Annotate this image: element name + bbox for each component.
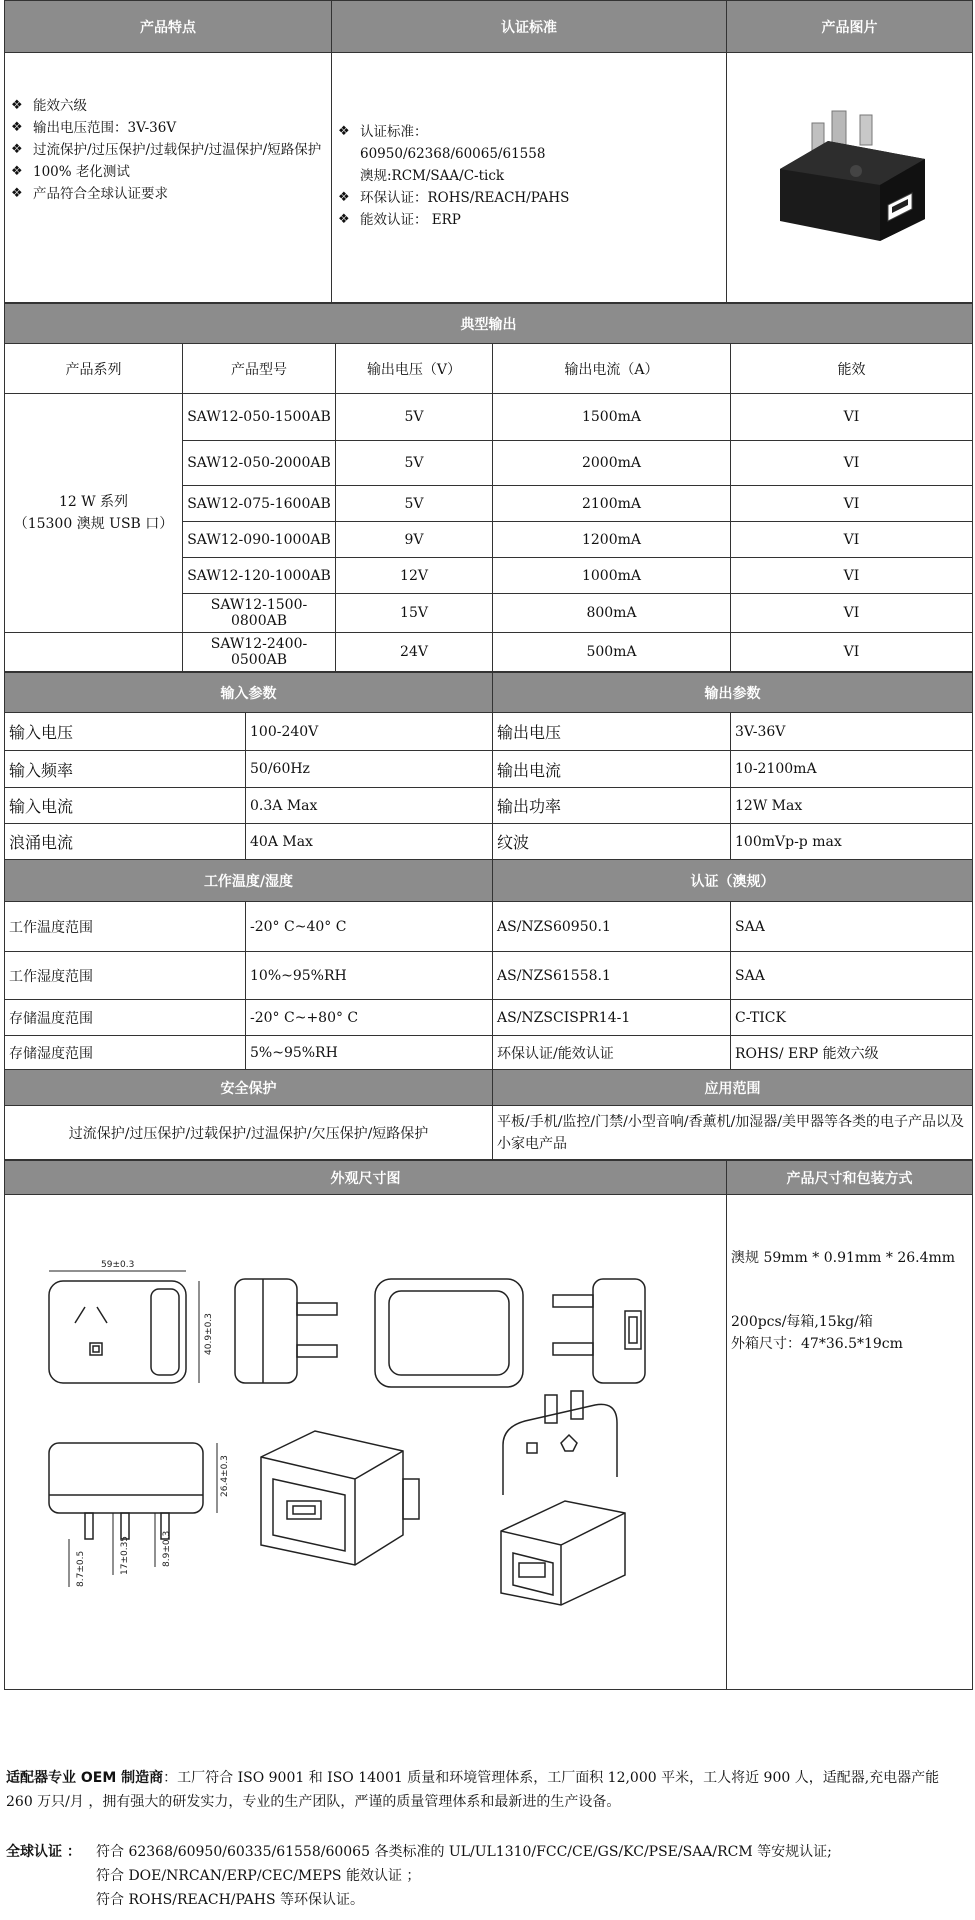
param-value: 10-2100mA xyxy=(731,751,973,788)
param-value: 12W Max xyxy=(731,788,973,824)
dim-width-label: 59±0.3 xyxy=(101,1260,135,1270)
feature-item: ❖ 能效六级 xyxy=(9,95,327,117)
package-carton: 外箱尺寸：47*36.5*19cm xyxy=(731,1336,903,1352)
feature-item: ❖ 过流保护/过压保护/过载保护/过温保护/短路保护 xyxy=(9,139,327,161)
env-label: 存储温度范围 xyxy=(5,1000,246,1036)
col-series: 产品系列 xyxy=(5,344,183,394)
current-cell: 1200mA xyxy=(493,522,731,558)
param-label: 输入电压 xyxy=(5,713,246,751)
env-header: 工作温度/湿度 xyxy=(5,860,493,902)
table-row xyxy=(5,1000,973,1036)
cert-standard: 环保认证/能效认证 xyxy=(493,1036,731,1070)
table-row xyxy=(5,952,973,1000)
dim-pin-c-label: 8.9±0.3 xyxy=(162,1530,172,1567)
spec-sheet xyxy=(4,0,972,1690)
diamond-bullet-icon: ❖ xyxy=(11,98,23,113)
features-header: 产品特点 xyxy=(5,1,332,53)
dim-pin-a-label: 8.7±0.5 xyxy=(76,1550,86,1587)
efficiency-cell: VI xyxy=(731,594,973,633)
param-label: 输入频率 xyxy=(5,751,246,788)
model-cell: SAW12-1500-0800AB xyxy=(183,594,336,633)
table-row xyxy=(5,713,973,751)
col-current: 输出电流（A） xyxy=(493,344,731,394)
diamond-bullet-icon: ❖ xyxy=(11,142,23,157)
env-value: 5%~95%RH xyxy=(246,1036,493,1070)
typical-output-header: 典型输出 xyxy=(5,304,973,344)
voltage-cell: 24V xyxy=(336,633,493,672)
dimension-drawings xyxy=(5,1195,727,1690)
env-label: 存储湿度范围 xyxy=(5,1036,246,1070)
global-cert-line: 符合 DOE/NRCAN/ERP/CEC/MEPS 能效认证 ； xyxy=(96,1868,421,1884)
table-row xyxy=(5,751,973,788)
model-cell: SAW12-050-2000AB xyxy=(183,441,336,486)
series-cell-empty xyxy=(5,633,183,672)
dim-pin-b-label: 17±0.35 xyxy=(120,1535,130,1575)
env-value: 10%~95%RH xyxy=(246,952,493,1000)
cert-mark: ROHS/ ERP 能效六级 xyxy=(731,1036,973,1070)
dimensions-header: 外观尺寸图 xyxy=(5,1161,727,1195)
certification-cell xyxy=(332,53,727,303)
efficiency-cell: VI xyxy=(731,441,973,486)
packaging-header: 产品尺寸和包装方式 xyxy=(727,1161,973,1195)
param-label: 输出功率 xyxy=(493,788,731,824)
cert-item: ❖ 环保认证：ROHS/REACH/PAHS xyxy=(336,187,722,209)
table-row xyxy=(5,902,973,952)
param-value: 40A Max xyxy=(246,824,493,860)
series-name: 12 W 系列 xyxy=(58,494,129,510)
efficiency-cell: VI xyxy=(731,522,973,558)
cert-standard: AS/NZS60950.1 xyxy=(493,902,731,952)
typical-output-table xyxy=(4,303,973,672)
oem-text: ：工厂符合 ISO 9001 和 ISO 14001 质量和环境管理体系，工厂面积 12,000 平米，工人将近 900 人，适配器,充电器产能 260 万只/月 ，拥有强大的研发实力，专业的生产团队，严谨的质量管理体系和最新进的生产设备。 xyxy=(6,1770,940,1810)
voltage-cell: 15V xyxy=(336,594,493,633)
dim-height-label: 40.9±0.3 xyxy=(204,1313,214,1355)
cert-mark: SAA xyxy=(731,952,973,1000)
side-view xyxy=(235,1279,297,1383)
dim-depth-label: 26.4±0.3 xyxy=(220,1455,230,1497)
package-pcs: 200pcs/每箱,15kg/箱 xyxy=(731,1314,873,1330)
feature-item: ❖ 输出电压范围：3V-36V xyxy=(9,117,327,139)
oem-paragraph xyxy=(6,1766,968,1814)
model-cell: SAW12-2400-0500AB xyxy=(183,633,336,672)
param-label: 纹波 xyxy=(493,824,731,860)
dimensions-table xyxy=(4,1160,973,1690)
cert-item: 60950/62368/60065/61558 xyxy=(360,146,546,162)
param-label: 浪涌电流 xyxy=(5,824,246,860)
diamond-bullet-icon: ❖ xyxy=(11,186,23,201)
cert-standard: AS/NZSCISPR14-1 xyxy=(493,1000,731,1036)
diamond-bullet-icon: ❖ xyxy=(338,124,350,139)
voltage-cell: 9V xyxy=(336,522,493,558)
current-cell: 500mA xyxy=(493,633,731,672)
application-text: 平板/手机/监控/门禁/小型音响/香薰机/加湿器/美甲器等各类的电子产品以及小家电产品 xyxy=(493,1106,973,1160)
cert-standard: AS/NZS61558.1 xyxy=(493,952,731,1000)
env-value: -20° C~+80° C xyxy=(246,1000,493,1036)
efficiency-cell: VI xyxy=(731,394,973,441)
voltage-cell: 12V xyxy=(336,558,493,594)
current-cell: 2100mA xyxy=(493,486,731,522)
application-header: 应用范围 xyxy=(493,1070,973,1106)
features-cell xyxy=(5,53,332,303)
table-row xyxy=(5,633,973,672)
env-label: 工作湿度范围 xyxy=(5,952,246,1000)
certification-list xyxy=(336,121,722,231)
table-row xyxy=(5,1036,973,1070)
iso-view-1 xyxy=(261,1431,403,1565)
efficiency-cell: VI xyxy=(731,486,973,522)
efficiency-cell: VI xyxy=(731,558,973,594)
global-cert-title: 全球认证 ： xyxy=(6,1844,81,1860)
product-image-cell xyxy=(727,53,973,303)
global-cert-line: 符合 ROHS/REACH/PAHS 等环保认证。 xyxy=(96,1892,364,1908)
oem-title: 适配器专业 OEM 制造商 xyxy=(6,1770,164,1786)
param-value: 50/60Hz xyxy=(246,751,493,788)
feature-item: ❖ 100% 老化测试 xyxy=(9,161,327,183)
protection-header: 安全保护 xyxy=(5,1070,493,1106)
param-label: 输出电压 xyxy=(493,713,731,751)
product-photo xyxy=(760,101,940,251)
model-cell: SAW12-075-1600AB xyxy=(183,486,336,522)
cert-item: 澳规:RCM/SAA/C-tick xyxy=(360,168,505,184)
overview-table xyxy=(4,0,973,303)
diamond-bullet-icon: ❖ xyxy=(11,164,23,179)
diamond-bullet-icon: ❖ xyxy=(338,212,350,227)
series-cell xyxy=(5,394,183,633)
front-view xyxy=(49,1281,186,1383)
current-cell: 1000mA xyxy=(493,558,731,594)
series-sub: （15300 澳规 USB 口） xyxy=(13,516,174,532)
cert-au-header: 认证（澳规） xyxy=(493,860,973,902)
cert-mark: SAA xyxy=(731,902,973,952)
voltage-cell: 5V xyxy=(336,394,493,441)
output-params-header: 输出参数 xyxy=(493,673,973,713)
diamond-bullet-icon: ❖ xyxy=(11,120,23,135)
env-label: 工作温度范围 xyxy=(5,902,246,952)
param-value: 3V-36V xyxy=(731,713,973,751)
model-cell: SAW12-090-1000AB xyxy=(183,522,336,558)
product-image-header: 产品图片 xyxy=(727,1,973,53)
efficiency-cell: VI xyxy=(731,633,973,672)
voltage-cell: 5V xyxy=(336,486,493,522)
package-size: 澳规 59mm * 0.91mm * 26.4mm xyxy=(731,1250,956,1266)
protection-text: 过流保护/过压保护/过载保护/过温保护/欠压保护/短路保护 xyxy=(5,1106,493,1160)
features-list xyxy=(9,95,327,205)
profile-view xyxy=(49,1443,203,1513)
diamond-bullet-icon: ❖ xyxy=(338,190,350,205)
parameters-table xyxy=(4,672,973,1160)
packaging-cell xyxy=(727,1195,973,1690)
table-row xyxy=(5,824,973,860)
param-label: 输入电流 xyxy=(5,788,246,824)
param-value: 0.3A Max xyxy=(246,788,493,824)
param-label: 输出电流 xyxy=(493,751,731,788)
iso-view-2 xyxy=(503,1404,617,1495)
cert-item: ❖ 认证标准： xyxy=(336,121,722,143)
env-value: -20° C~40° C xyxy=(246,902,493,952)
col-model: 产品型号 xyxy=(183,344,336,394)
cert-mark: C-TICK xyxy=(731,1000,973,1036)
param-value: 100-240V xyxy=(246,713,493,751)
table-row xyxy=(5,394,973,441)
top-view xyxy=(375,1279,523,1387)
current-cell: 800mA xyxy=(493,594,731,633)
cert-item: ❖ 能效认证： ERP xyxy=(336,209,722,231)
feature-item: ❖ 产品符合全球认证要求 xyxy=(9,183,327,205)
current-cell: 2000mA xyxy=(493,441,731,486)
global-cert-paragraph xyxy=(6,1840,968,1912)
current-cell: 1500mA xyxy=(493,394,731,441)
certification-header: 认证标准 xyxy=(332,1,727,53)
model-cell: SAW12-050-1500AB xyxy=(183,394,336,441)
param-value: 100mVp-p max xyxy=(731,824,973,860)
table-row xyxy=(5,788,973,824)
global-cert-line: 符合 62368/60950/60335/61558/60065 各类标准的 UL/UL1310/FCC/CE/GS/KC/PSE/SAA/RCM 等安规认证; xyxy=(96,1844,832,1860)
col-voltage: 输出电压（V） xyxy=(336,344,493,394)
voltage-cell: 5V xyxy=(336,441,493,486)
input-params-header: 输入参数 xyxy=(5,673,493,713)
model-cell: SAW12-120-1000AB xyxy=(183,558,336,594)
col-efficiency: 能效 xyxy=(731,344,973,394)
dimension-drawing xyxy=(5,1195,725,1685)
